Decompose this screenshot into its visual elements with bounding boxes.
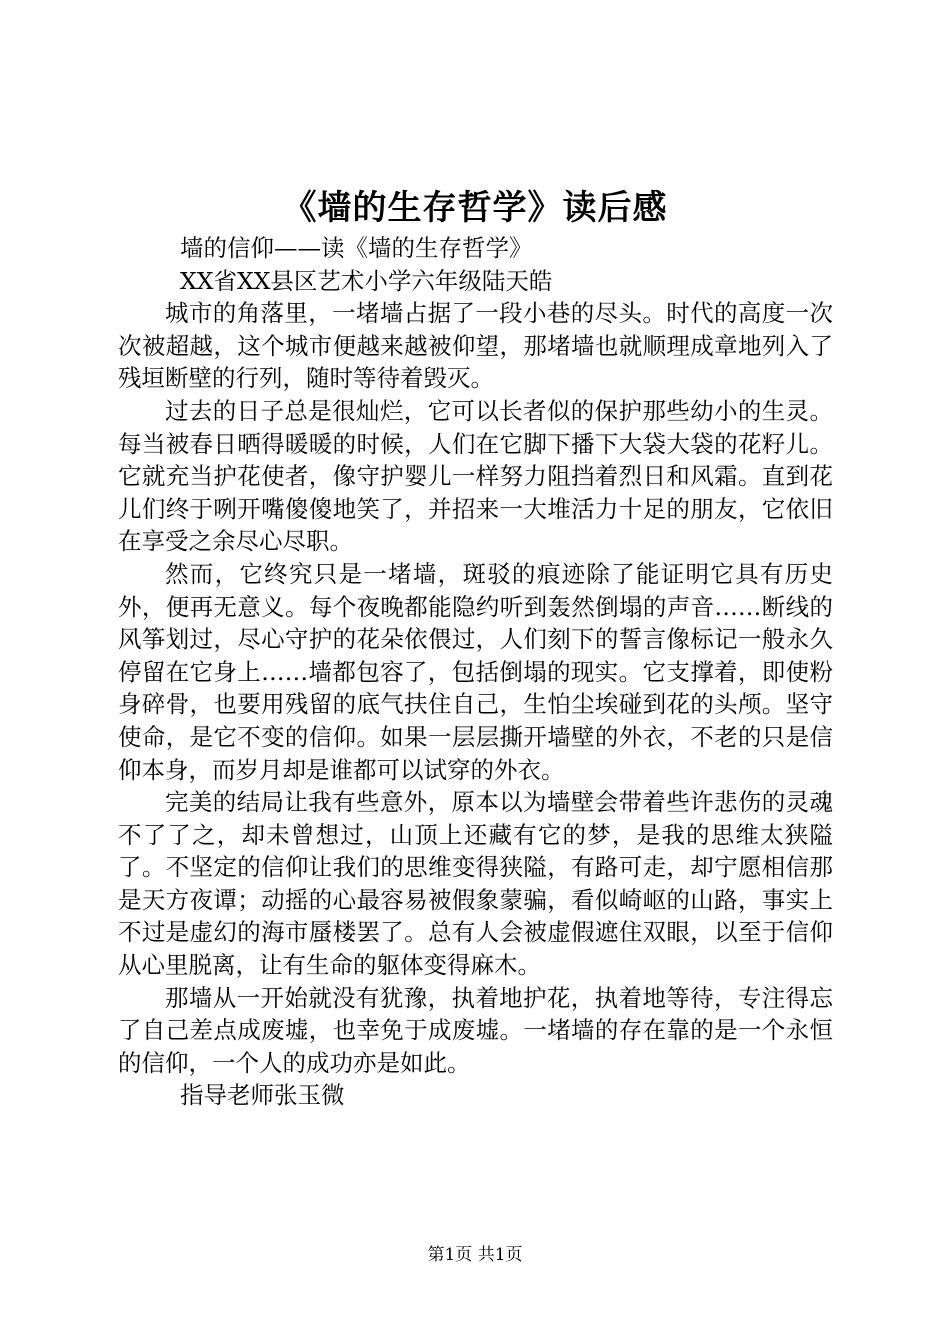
- paragraph-1: 城市的角落里，一堵墙占据了一段小巷的尽头。时代的高度一次次被超越，这个城市便越来越被仰望，那堵墙也就顺理成章地列入了残垣断壁的行列，随时等待着毁灭。: [118, 299, 833, 393]
- paragraph-5: 那墙从一开始就没有犹豫，执着地护花，执着地等待，专注得忘了自己差点成废墟，也幸免于成废墟。一堵墙的存在靠的是一个永恒的信仰，一个人的成功亦是如此。: [118, 983, 833, 1077]
- paragraph-2: 过去的日子总是很灿烂，它可以长者似的保护那些幼小的生灵。每当被春日晒得暖暖的时候，人们在它脚下播下大袋大袋的花籽儿。它就充当护花使者，像守护婴儿一样努力阻挡着烈日和风霜。直到花儿们终于咧开嘴傻傻地笑了，并招来一大堆活力十足的朋友，它依旧在享受之余尽心尽职。: [118, 396, 833, 556]
- document-body: [118, 232, 833, 1112]
- paragraph-3: 然而，它终究只是一堵墙，斑驳的痕迹除了能证明它具有历史外，便再无意义。每个夜晚都能隐约听到轰然倒塌的声音……断线的风筝划过，尽心守护的花朵依偎过，人们刻下的誓言像标记一般永久停留在它身上……墙都包容了，包括倒塌的现实。它支撑着，即使粉身碎骨，也要用残留的底气扶住自己，生怕尘埃碰到花的头颅。坚守使命，是它不变的信仰。如果一层层撕开墙壁的外衣，不老的只是信仰本身，而岁月却是谁都可以试穿的外衣。: [118, 559, 833, 784]
- subtitle-line: 墙的信仰——读《墙的生存哲学》: [180, 234, 533, 262]
- teacher-line: 指导老师张玉微: [180, 1081, 345, 1110]
- page-footer: 第1页 共1页: [427, 1245, 523, 1265]
- document-title: 《墙的生存哲学》读后感: [282, 188, 668, 228]
- author-line: XX省XX县区艺术小学六年级陆天皓: [180, 266, 553, 295]
- paragraph-4: 完美的结局让我有些意外，原本以为墙壁会带着些许悲伤的灵魂不了了之，却未曾想过，山顶上还藏有它的梦，是我的思维太狭隘了。不坚定的信仰让我们的思维变得狭隘，有路可走，却宁愿相信那是天方夜谭；动摇的心最容易被假象蒙骗，看似崎岖的山路，事实上不过是虚幻的海市蜃楼罢了。总有人会被虚假遮住双眼，以至于信仰从心里脱离，让有生命的躯体变得麻木。: [118, 788, 833, 980]
